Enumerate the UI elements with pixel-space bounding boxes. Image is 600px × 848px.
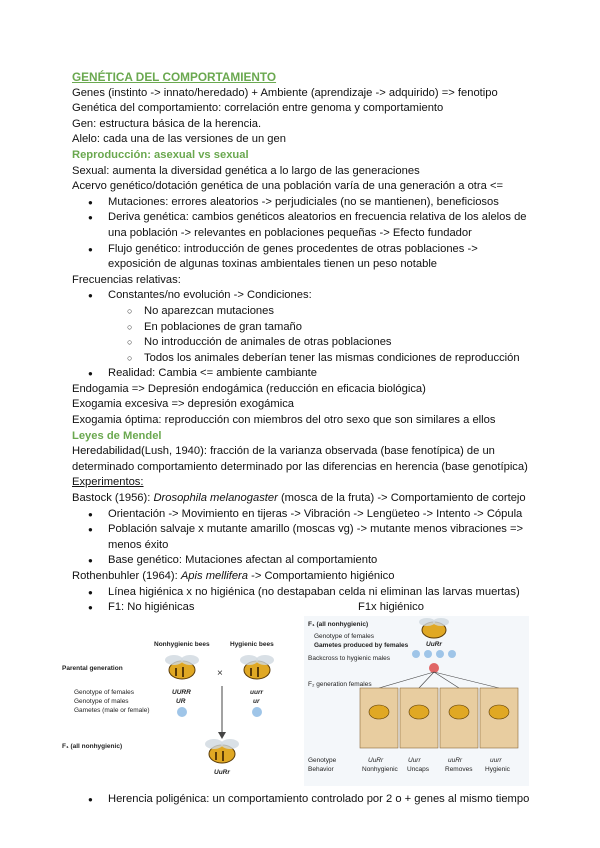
bullet-list	[72, 195, 542, 273]
genotype-label: UR	[176, 697, 186, 705]
bee-icon	[165, 655, 199, 679]
section-heading-reproduccion: Reproducción: asexual vs sexual	[72, 148, 249, 161]
comb-panel	[400, 688, 438, 748]
genotype-label: ur	[253, 697, 260, 705]
text-line: Endogamia => Depresión endogámica (reducción en eficacia biológica)	[72, 382, 426, 395]
cross-symbol: ×	[217, 667, 223, 679]
comb-panel	[360, 688, 398, 748]
comb-panel	[440, 688, 478, 748]
text-span: Bastock (1956):	[72, 492, 154, 505]
genotype-label: UuRr	[368, 756, 384, 764]
bullet-list	[72, 585, 542, 616]
bullet-list	[72, 792, 542, 808]
figure-backcross	[304, 616, 529, 786]
genotype-label: Uurr	[408, 756, 421, 764]
sub-list-item: ○ En poblaciones de gran tamaño	[72, 320, 542, 336]
figure-label: Genotype	[308, 756, 337, 764]
gamete-icon	[448, 650, 456, 658]
figure-label: Hygienic bees	[230, 640, 274, 648]
gamete-icon	[424, 650, 432, 658]
figure-label: F₂ generation females	[308, 680, 372, 688]
list-item: ● Base genético: Mutaciones afectan al comportamiento	[72, 553, 542, 569]
figure-label: Behavior	[308, 765, 334, 773]
bee-icon	[240, 655, 274, 679]
list-item: ● Población salvaje x mutante amarillo (moscas vg) -> mutante menos vibraciones => menos éxito	[72, 522, 528, 553]
bee-icon	[205, 739, 239, 763]
arrow-head-icon	[218, 732, 226, 739]
species-name: Apis mellifera	[180, 570, 248, 582]
behavior-label: Nonhygienic	[362, 765, 398, 773]
text-line: Sexual: aumenta la diversidad genética a lo largo de las generaciones	[72, 164, 420, 177]
figure-label: Parental generation	[62, 664, 123, 672]
gamete-icon	[412, 650, 420, 658]
text-span: Rothenbuhler (1964):	[72, 570, 181, 582]
text-line: Acervo genético/dotación genética de una población varía de una generación a otra <=	[72, 180, 504, 193]
list-item: ● Mutaciones: errores aleatorios -> perjudiciales (no se mantienen), beneficiosos	[72, 195, 542, 211]
text-span: F1x higiénico	[358, 601, 424, 614]
sub-list-item: ○ No aparezcan mutaciones	[72, 304, 542, 320]
text-span: F1: No higiénicas	[108, 601, 195, 614]
text-line: Frecuencias relativas:	[72, 273, 181, 286]
text-span: -> Comportamiento higiénico	[248, 570, 395, 582]
figure-parental-cross	[62, 636, 292, 786]
figure-label: Genotype of females	[74, 688, 134, 696]
bullet-list	[72, 507, 542, 569]
intro-line: Genes (instinto -> innato/heredado) + Ambiente (aprendizaje -> adquirido) => fenotipo	[72, 86, 498, 99]
text-line: Exogamia excesiva => depresión exogámica	[72, 398, 295, 411]
list-item	[72, 600, 542, 616]
gamete-icon	[436, 650, 444, 658]
figure-label: Genotype of males	[74, 697, 129, 705]
list-item: ● Flujo genético: introducción de genes procedentes de otras poblaciones -> exposición de algunas toxinas ambientales tienen un peso notable	[72, 242, 528, 273]
figure-label: F₁ (all nonhygienic)	[62, 742, 123, 750]
text-span: (mosca de la fruta) -> Comportamiento de cortejo	[277, 492, 526, 505]
genotype-label: uuRr	[448, 756, 463, 764]
genotype-label: uurr	[490, 756, 502, 764]
text-line	[72, 569, 542, 585]
page-title: GENÉTICA DEL COMPORTAMIENTO	[72, 70, 277, 84]
figure-label: Nonhygienic bees	[154, 640, 210, 648]
figure-label: Gametes produced by females	[314, 641, 409, 649]
figure-row	[62, 616, 542, 786]
list-item: ● Orientación -> Movimiento en tijeras -> Vibración -> Lengüeteo -> Intento -> Cópula	[72, 507, 542, 523]
list-item: ● Constantes/no evolución -> Condiciones:	[72, 288, 542, 304]
section-heading-mendel: Leyes de Mendel	[72, 429, 162, 442]
genotype-label: UuRr	[214, 768, 230, 776]
figure-label: Backcross to hygienic males	[308, 654, 391, 662]
bullet-list	[72, 288, 542, 382]
intro-line: Alelo: cada una de las versiones de un gen	[72, 133, 286, 146]
behavior-label: Removes	[445, 765, 473, 773]
genotype-label: uurr	[250, 688, 263, 696]
gamete-icon	[252, 707, 262, 717]
document-page	[62, 70, 542, 807]
species-name: Drosophila melanogaster	[153, 492, 278, 505]
figure-label: Gametes (male or female)	[74, 706, 150, 714]
intro-line: Genética del comportamiento: correlación entre genoma y comportamiento	[72, 102, 444, 115]
genotype-label: UuRr	[426, 640, 442, 648]
figure-label: F₁ (all nonhygienic)	[308, 620, 369, 628]
list-item: ● Realidad: Cambia <= ambiente cambiante	[72, 366, 542, 382]
behavior-label: Uncaps	[407, 765, 430, 773]
intro-line: Gen: estructura básica de la herencia.	[72, 117, 262, 130]
list-item: ● Línea higiénica x no higiénica (no destapaban celda ni eliminan las larvas muertas)	[72, 585, 542, 601]
behavior-label: Hygienic	[485, 765, 510, 773]
text-line: Heredabilidad(Lush, 1940): fracción de la varianza observada (base fenotípica) de un determinado comportamiento determinado por las diferencias en herencia (base genotípica)	[72, 445, 528, 473]
sub-list-item: ○ No introducción de animales de otras poblaciones	[72, 335, 542, 351]
gamete-icon	[177, 707, 187, 717]
text-line: Exogamia óptima: reproducción con miembros del otro sexo que son similares a ellos	[72, 414, 496, 427]
gamete-icon	[429, 663, 439, 673]
figure-label: Genotype of females	[314, 632, 374, 640]
text-line: Experimentos:	[72, 476, 144, 489]
list-item: ● Deriva genética: cambios genéticos aleatorios en frecuencia relativa de los alelos de una población -> relevantes en poblaciones pequeñas -> Efecto fundador	[72, 210, 528, 241]
list-item: ● Herencia poligénica: un comportamiento controlado por 2 o + genes al mismo tiempo	[72, 792, 542, 808]
genotype-label: UURR	[172, 688, 191, 696]
sub-list-item: ○ Todos los animales deberían tener las mismas condiciones de reproducción	[72, 351, 542, 367]
text-line	[72, 491, 542, 507]
comb-panel	[480, 688, 518, 748]
